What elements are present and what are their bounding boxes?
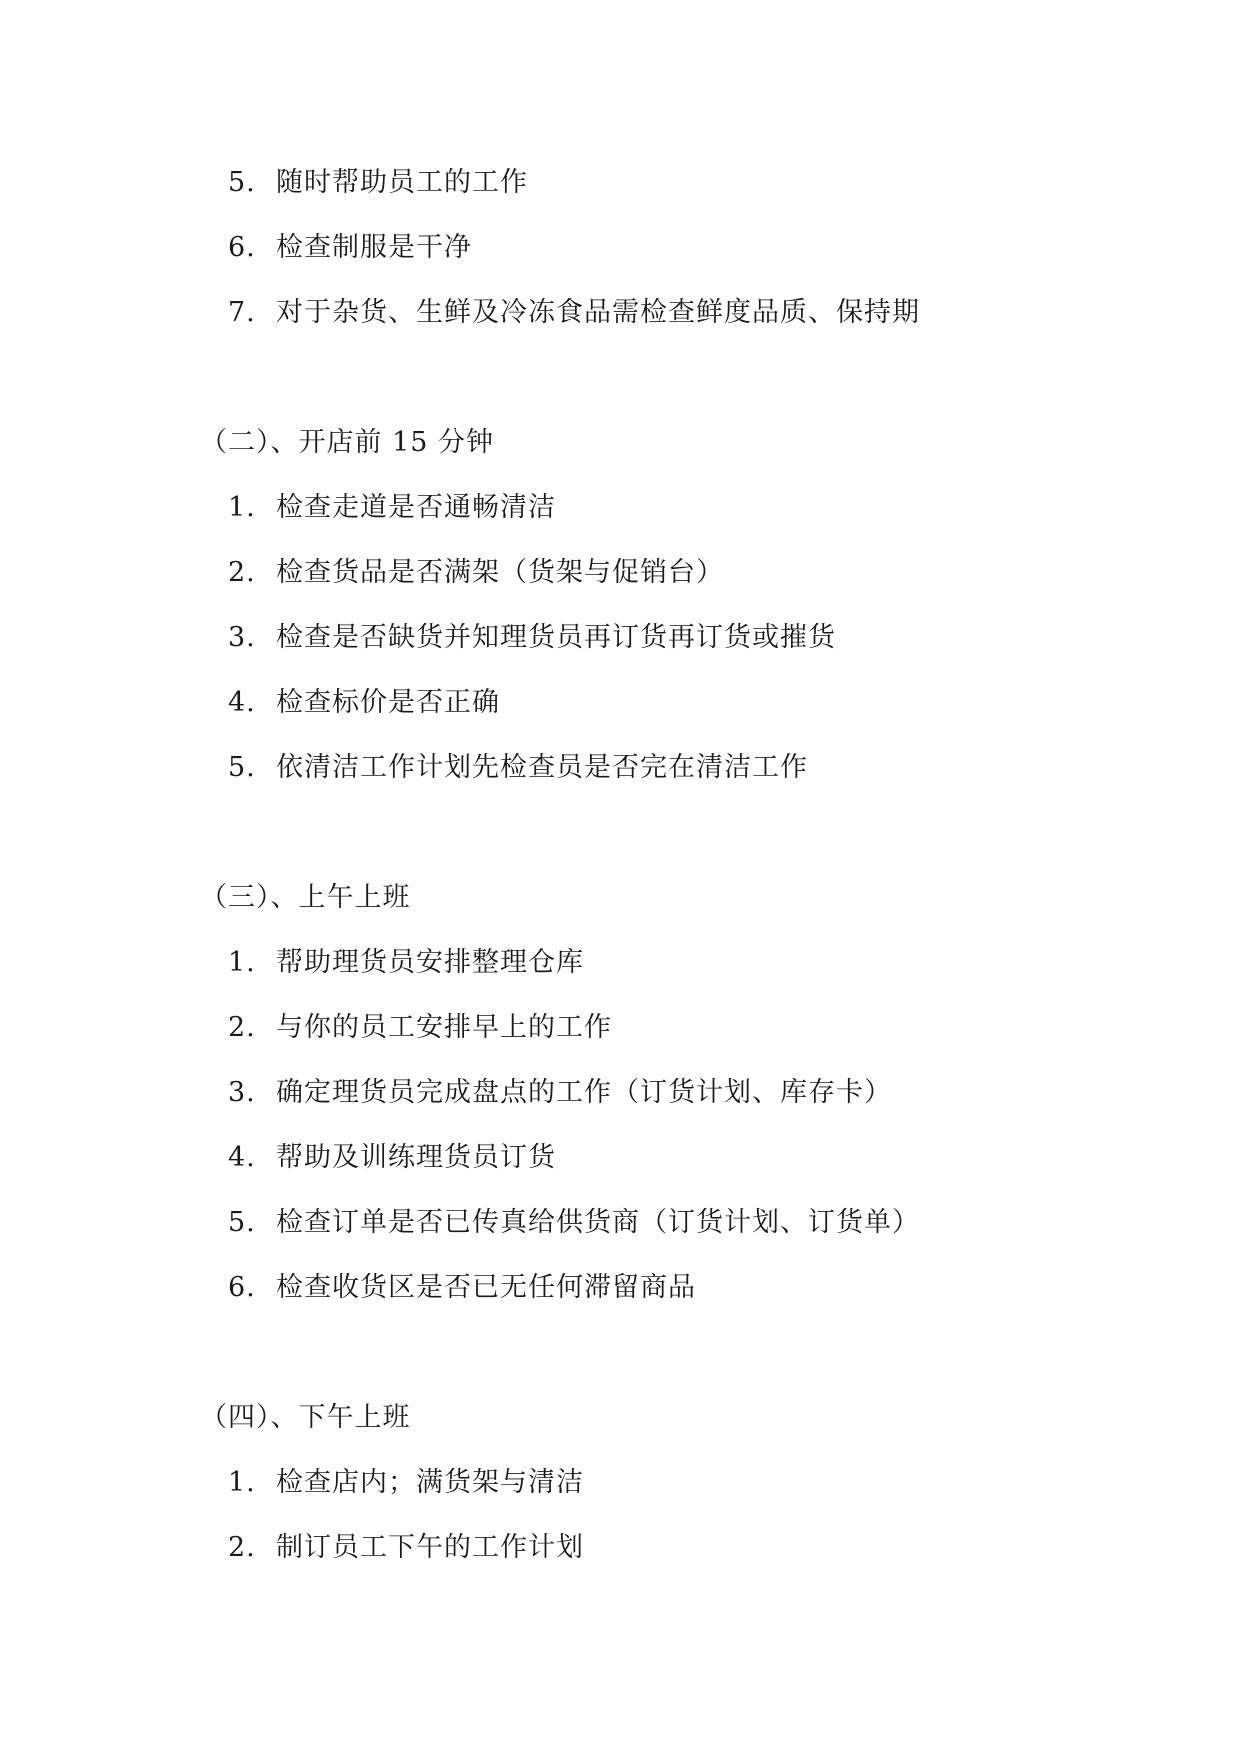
item-number: 3.: [228, 1077, 256, 1108]
list-item: [228, 1465, 584, 1501]
item-number: 6.: [228, 232, 256, 263]
item-text: 与你的员工安排早上的工作: [276, 1012, 612, 1043]
list-item: [228, 685, 500, 721]
item-number: 2.: [228, 557, 256, 588]
item-number: 1.: [228, 1467, 256, 1498]
list-item: [228, 230, 472, 266]
item-text: 检查货品是否满架（货架与促销台）: [276, 557, 724, 588]
list-item: [228, 295, 920, 331]
item-text: 检查标价是否正确: [276, 687, 500, 718]
list-item: [228, 1205, 920, 1241]
item-text: 检查订单是否已传真给供货商（订货计划、订货单）: [276, 1207, 920, 1238]
item-number: 5.: [228, 167, 256, 198]
item-text: 制订员工下午的工作计划: [276, 1532, 584, 1563]
list-item: [228, 1530, 584, 1566]
list-item: [228, 1270, 696, 1306]
section-heading: （三）、上午上班: [200, 882, 411, 913]
list-item: [228, 490, 556, 526]
item-number: 4.: [228, 1142, 256, 1173]
list-item: [228, 1075, 892, 1111]
list-item: [228, 555, 724, 591]
item-text: 检查制服是干净: [276, 232, 472, 263]
list-item: [228, 1140, 556, 1176]
item-number: 3.: [228, 622, 256, 653]
list-item: [228, 750, 808, 786]
section-heading: （二）、开店前 15 分钟: [200, 427, 495, 458]
item-text: 依清洁工作计划先检查员是否完在清洁工作: [276, 752, 808, 783]
item-number: 1.: [228, 492, 256, 523]
item-number: 5.: [228, 1207, 256, 1238]
item-number: 1.: [228, 947, 256, 978]
item-number: 7.: [228, 297, 256, 328]
list-item: [228, 945, 584, 981]
item-number: 5.: [228, 752, 256, 783]
list-item: [228, 1010, 612, 1046]
item-text: 检查是否缺货并知理货员再订货再订货或摧货: [276, 622, 836, 653]
item-number: 6.: [228, 1272, 256, 1303]
item-text: 帮助及训练理货员订货: [276, 1142, 556, 1173]
item-text: 检查走道是否通畅清洁: [276, 492, 556, 523]
item-text: 帮助理货员安排整理仓库: [276, 947, 584, 978]
item-text: 确定理货员完成盘点的工作（订货计划、库存卡）: [276, 1077, 892, 1108]
section-heading: （四）、下午上班: [200, 1402, 411, 1433]
list-item: [228, 620, 836, 656]
item-text: 对于杂货、生鲜及冷冻食品需检查鲜度品质、保持期: [276, 297, 920, 328]
item-number: 4.: [228, 687, 256, 718]
item-text: 检查收货区是否已无任何滞留商品: [276, 1272, 696, 1303]
item-number: 2.: [228, 1012, 256, 1043]
list-item: [228, 165, 528, 201]
item-text: 检查店内；满货架与清洁: [276, 1467, 584, 1498]
item-number: 2.: [228, 1532, 256, 1563]
item-text: 随时帮助员工的工作: [276, 167, 528, 198]
